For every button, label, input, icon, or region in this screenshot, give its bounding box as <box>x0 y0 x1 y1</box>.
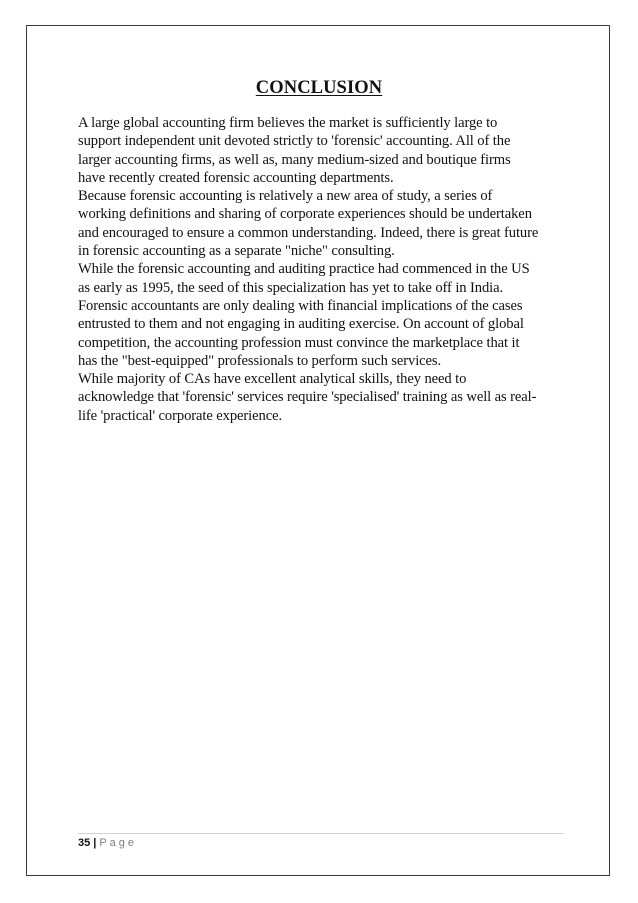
text-line: acknowledge that 'forensic' services require 'specialised' training as well as real- <box>78 389 537 406</box>
text-line: working definitions and sharing of corporate experiences should be undertaken <box>78 206 532 223</box>
text-line: A large global accounting firm believes the market is sufficiently large to <box>78 115 498 131</box>
text-line: Forensic accountants are only dealing with financial implications of the cases <box>78 297 523 314</box>
text-line: have recently created forensic accounting departments. <box>78 169 394 186</box>
conclusion-text <box>78 114 568 425</box>
text-line: has the "best-equipped" professionals to perform such services. <box>78 352 442 369</box>
page-title: CONCLUSION <box>255 78 383 98</box>
text-line: entrusted to them and not engaging in auditing exercise. On account of global <box>78 316 524 333</box>
text-line: support independent unit devoted strictly to 'forensic' accounting. All of the <box>78 133 511 150</box>
page-number: 35 <box>78 837 91 849</box>
text-line: life 'practical' corporate experience. <box>78 407 283 424</box>
text-line: While majority of CAs have excellent analytical skills, they need to <box>78 371 467 388</box>
text-line: Because forensic accounting is relatively a new area of study, a series of <box>78 188 493 205</box>
footer-divider <box>78 833 564 834</box>
text-line: larger accounting firms, as well as, many medium-sized and boutique firms <box>78 151 511 168</box>
page-footer <box>78 836 137 850</box>
page-label: Page <box>99 837 138 849</box>
text-line: and encouraged to ensure a common understanding. Indeed, there is great future <box>78 224 539 241</box>
text-line: competition, the accounting profession must convince the marketplace that it <box>78 334 520 351</box>
footer-separator: | <box>93 837 97 849</box>
text-line: While the forensic accounting and auditing practice had commenced in the US <box>78 261 530 278</box>
text-line: as early as 1995, the seed of this specialization has yet to take off in India. <box>78 279 504 296</box>
text-line: in forensic accounting as a separate "niche" consulting. <box>78 243 395 260</box>
